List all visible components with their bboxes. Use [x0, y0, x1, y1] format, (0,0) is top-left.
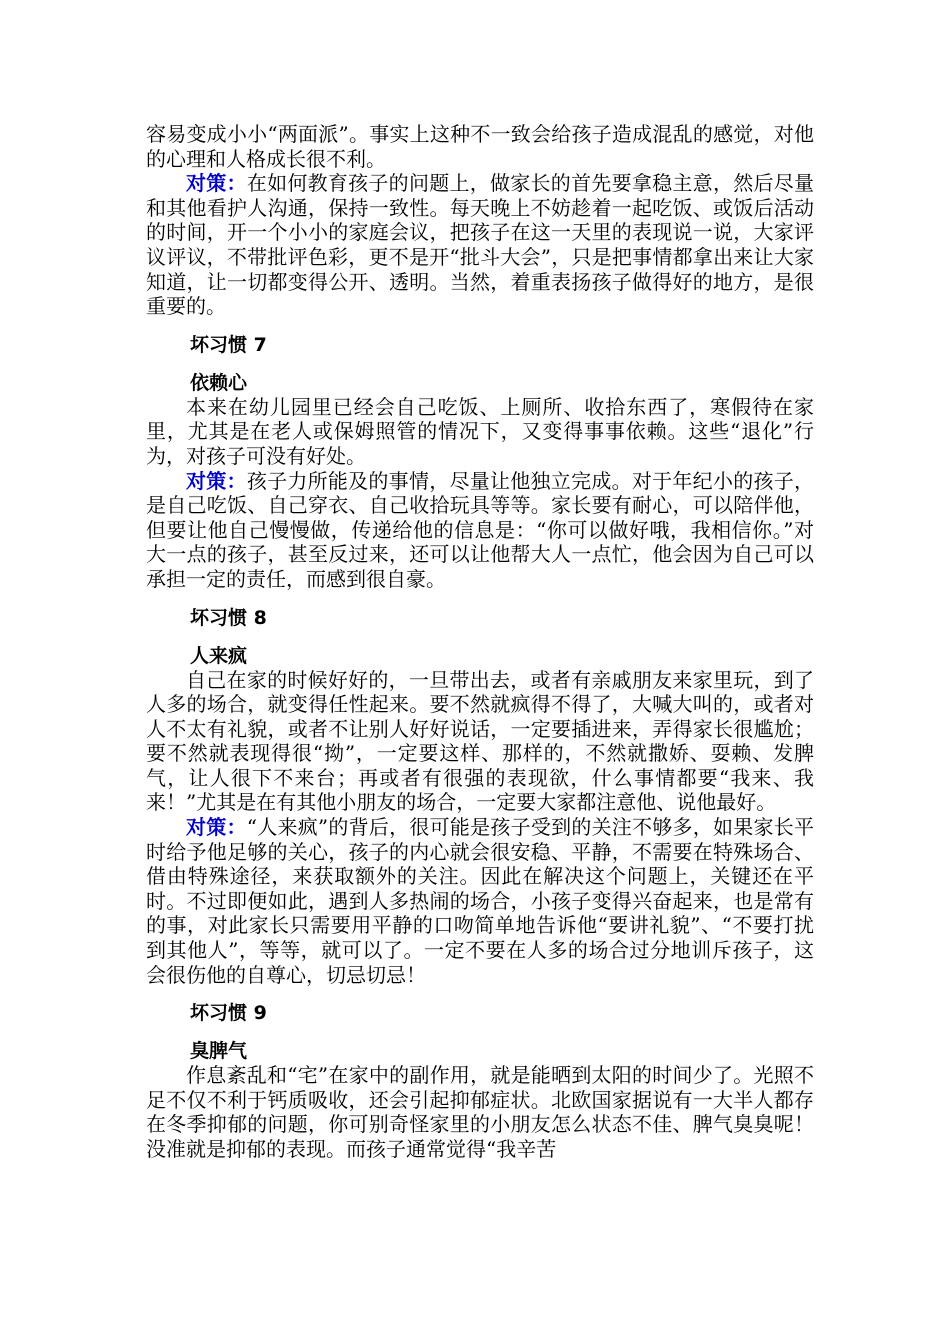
strategy-text: “人来疯”的背后，很可能是孩子受到的关注不够多，如果家长平时给予他足够的关心，孩子的内心就会很安稳、平静，不需要在特殊场合、借由特殊途径，来获取额外的关注。因此在解决这个问题上，关键还在平时。不过即便如此，遇到人多热闹的场合，小孩子变得兴奋起来，也是常有的事，对此家长只需要用平静的口吻简单地告诉他“要讲礼貌”、“不要打扰到其他人”，等等，就可以了。一定不要在人多的场合过分地训斥孩子，这会很伤他的自尊心，切忌切忌！ [146, 815, 814, 987]
habit-7-heading: 坏习惯 7 [190, 333, 267, 356]
habit-9-heading: 坏习惯 9 [190, 1002, 267, 1025]
habit-8-heading: 坏习惯 8 [190, 606, 267, 629]
intro-paragraph: 容易变成小小“两面派”。事实上这种不一致会给孩子造成混乱的感觉，对他的心理和人格成长很不利。 [146, 122, 814, 171]
strategy-label: 对策： [186, 468, 247, 493]
strategy-text: 孩子力所能及的事情，尽量让他独立完成。对于年纪小的孩子，是自己吃饭、自己穿衣、自己收拾玩具等等。家长要有耐心，可以陪伴他，但要让他自己慢慢做，传递给他的信息是：“你可以做好哦，我相信你。”对大一点的孩子，甚至反过来，还可以让他帮大人一点忙，他会因为自己可以承担一定的责任，而感到很自豪。 [146, 468, 815, 591]
habit-7-body: 本来在幼儿园里已经会自己吃饭、上厕所、收拾东西了，寒假待在家里，尤其是在老人或保姆照管的情况下，又变得事事依赖。这些“退化”行为，对孩子可没有好处。 [146, 394, 814, 468]
habit-7-strategy [146, 469, 814, 592]
habit-8-strategy [146, 815, 814, 987]
strategy-label: 对策： [186, 815, 247, 840]
strategy-text: 在如何教育孩子的问题上，做家长的首先要拿稳主意，然后尽量和其他看护人沟通，保持一致性。每天晚上不妨趁着一起吃饭、或饭后活动的时间，开一个小小的家庭会议，把孩子在这一天里的表现说一说，大家评议评议，不带批评色彩，更不是开“批斗大会”，只是把事情都拿出来让大家知道，让一切都变得公开、透明。当然，着重表扬孩子做得好的地方，是很重要的。 [146, 171, 815, 319]
habit-9-title: 臭脾气 [190, 1040, 248, 1063]
habit-8-body: 自己在家的时候好好的，一旦带出去，或者有亲戚朋友来家里玩，到了人多的场合，就变得任性起来。要不然就疯得不得了，大喊大叫的，或者对人不太有礼貌，或者不让别人好好说话，一定要插进来，弄得家长很尴尬；要不然就表现得很“拗”，一定要这样、那样的，不然就撒娇、耍赖、发脾气，让人很下不来台；再或者有很强的表现欲，什么事情都要“我来、我来！”尤其是在有其他小朋友的场合，一定要大家都注意他、说他最好。 [146, 667, 814, 815]
strategy-paragraph-6 [146, 171, 814, 319]
habit-7-title: 依赖心 [190, 371, 248, 394]
strategy-label: 对策： [186, 171, 247, 196]
habit-9-body: 作息紊乱和“宅”在家中的副作用，就是能晒到太阳的时间少了。光照不足不仅不利于钙质吸收，还会引起抑郁症状。北欧国家据说有一大半人都存在冬季抑郁的问题，你可别奇怪家里的小朋友怎么状态不佳、脾气臭臭呢！没准就是抑郁的表现。而孩子通常觉得“我辛苦 [146, 1063, 814, 1161]
habit-8-title: 人来疯 [190, 644, 248, 667]
document-page [146, 122, 814, 1162]
